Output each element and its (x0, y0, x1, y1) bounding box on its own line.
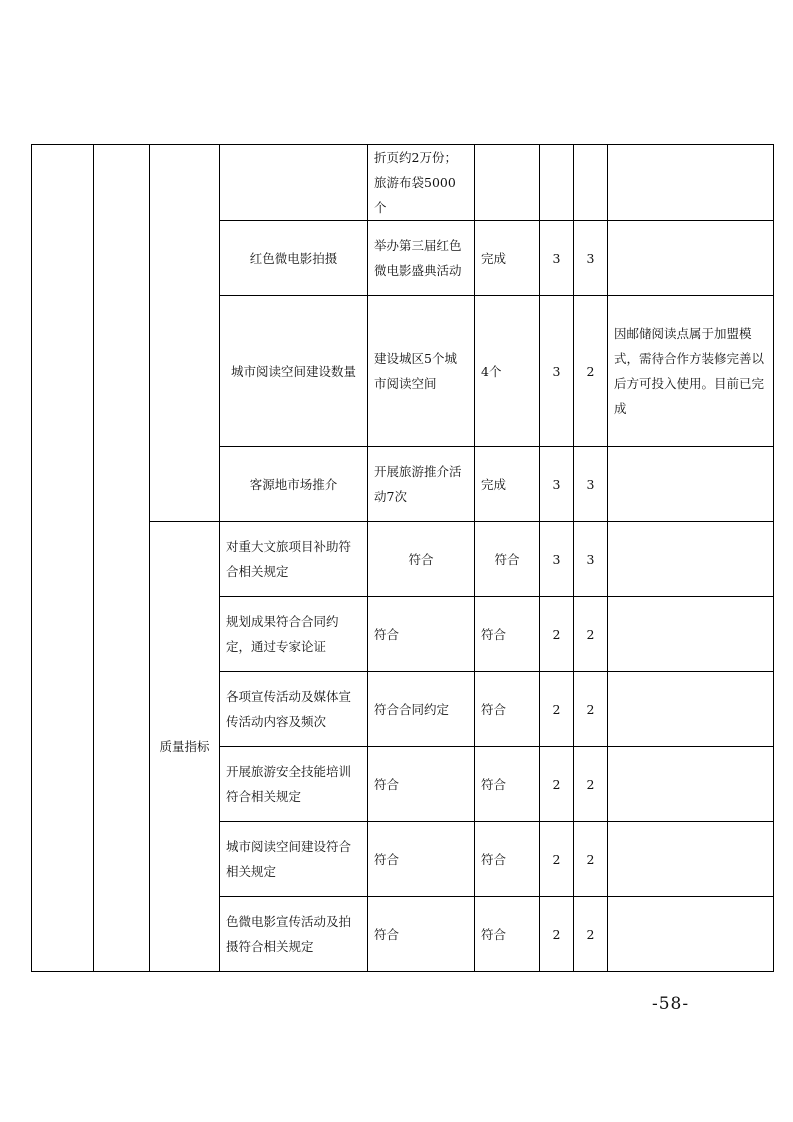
weight-cell: 2 (540, 597, 574, 672)
note-cell (608, 221, 774, 296)
weight-cell: 2 (540, 822, 574, 897)
weight-cell: 3 (540, 522, 574, 597)
actual-cell (475, 145, 540, 221)
score-cell: 3 (574, 522, 608, 597)
note-cell (608, 145, 774, 221)
weight-cell: 2 (540, 747, 574, 822)
actual-cell: 完成 (475, 221, 540, 296)
level1-cell (32, 145, 94, 972)
indicator-cell: 色微电影宣传活动及拍摄符合相关规定 (220, 897, 368, 972)
actual-cell: 符合 (475, 597, 540, 672)
actual-cell: 符合 (475, 822, 540, 897)
target-cell: 举办第三届红色微电影盛典活动 (368, 221, 475, 296)
indicator-cell: 客源地市场推介 (220, 447, 368, 522)
page-number: -58- (652, 994, 690, 1014)
actual-cell: 符合 (475, 672, 540, 747)
indicator-cell: 开展旅游安全技能培训符合相关规定 (220, 747, 368, 822)
actual-cell: 符合 (475, 897, 540, 972)
note-cell (608, 597, 774, 672)
table-row (32, 145, 774, 221)
weight-cell: 2 (540, 897, 574, 972)
target-cell: 符合合同约定 (368, 672, 475, 747)
note-cell (608, 522, 774, 597)
indicator-cell: 红色微电影拍摄 (220, 221, 368, 296)
note-cell (608, 747, 774, 822)
level3-cell (150, 145, 220, 522)
score-cell: 2 (574, 822, 608, 897)
target-cell: 符合 (368, 897, 475, 972)
indicator-cell: 规划成果符合合同约定，通过专家论证 (220, 597, 368, 672)
note-cell (608, 672, 774, 747)
target-cell: 符合 (368, 522, 475, 597)
note-cell (608, 447, 774, 522)
score-cell: 2 (574, 296, 608, 447)
level2-cell (94, 145, 150, 972)
target-cell: 符合 (368, 747, 475, 822)
target-cell: 符合 (368, 597, 475, 672)
score-cell: 2 (574, 672, 608, 747)
indicator-cell: 各项宣传活动及媒体宣传活动内容及频次 (220, 672, 368, 747)
score-cell (574, 145, 608, 221)
score-cell: 2 (574, 747, 608, 822)
note-cell (608, 822, 774, 897)
actual-cell: 完成 (475, 447, 540, 522)
quality-label-cell: 质量指标 (150, 522, 220, 972)
performance-table (31, 144, 774, 972)
note-cell (608, 897, 774, 972)
indicator-cell: 城市阅读空间建设数量 (220, 296, 368, 447)
weight-cell: 3 (540, 296, 574, 447)
indicator-cell: 城市阅读空间建设符合相关规定 (220, 822, 368, 897)
weight-cell: 3 (540, 447, 574, 522)
weight-cell: 2 (540, 672, 574, 747)
target-cell: 符合 (368, 822, 475, 897)
weight-cell: 3 (540, 221, 574, 296)
score-cell: 3 (574, 221, 608, 296)
weight-cell (540, 145, 574, 221)
indicator-cell (220, 145, 368, 221)
actual-cell: 4个 (475, 296, 540, 447)
indicator-cell: 对重大文旅项目补助符合相关规定 (220, 522, 368, 597)
actual-cell: 符合 (475, 747, 540, 822)
note-cell: 因邮储阅读点属于加盟模式，需待合作方装修完善以后方可投入使用。目前已完成 (608, 296, 774, 447)
target-cell: 建设城区5个城市阅读空间 (368, 296, 475, 447)
target-cell: 折页约2万份；旅游布袋5000个 (368, 145, 475, 221)
target-cell: 开展旅游推介活动7次 (368, 447, 475, 522)
score-cell: 3 (574, 447, 608, 522)
actual-cell: 符合 (475, 522, 540, 597)
score-cell: 2 (574, 897, 608, 972)
score-cell: 2 (574, 597, 608, 672)
